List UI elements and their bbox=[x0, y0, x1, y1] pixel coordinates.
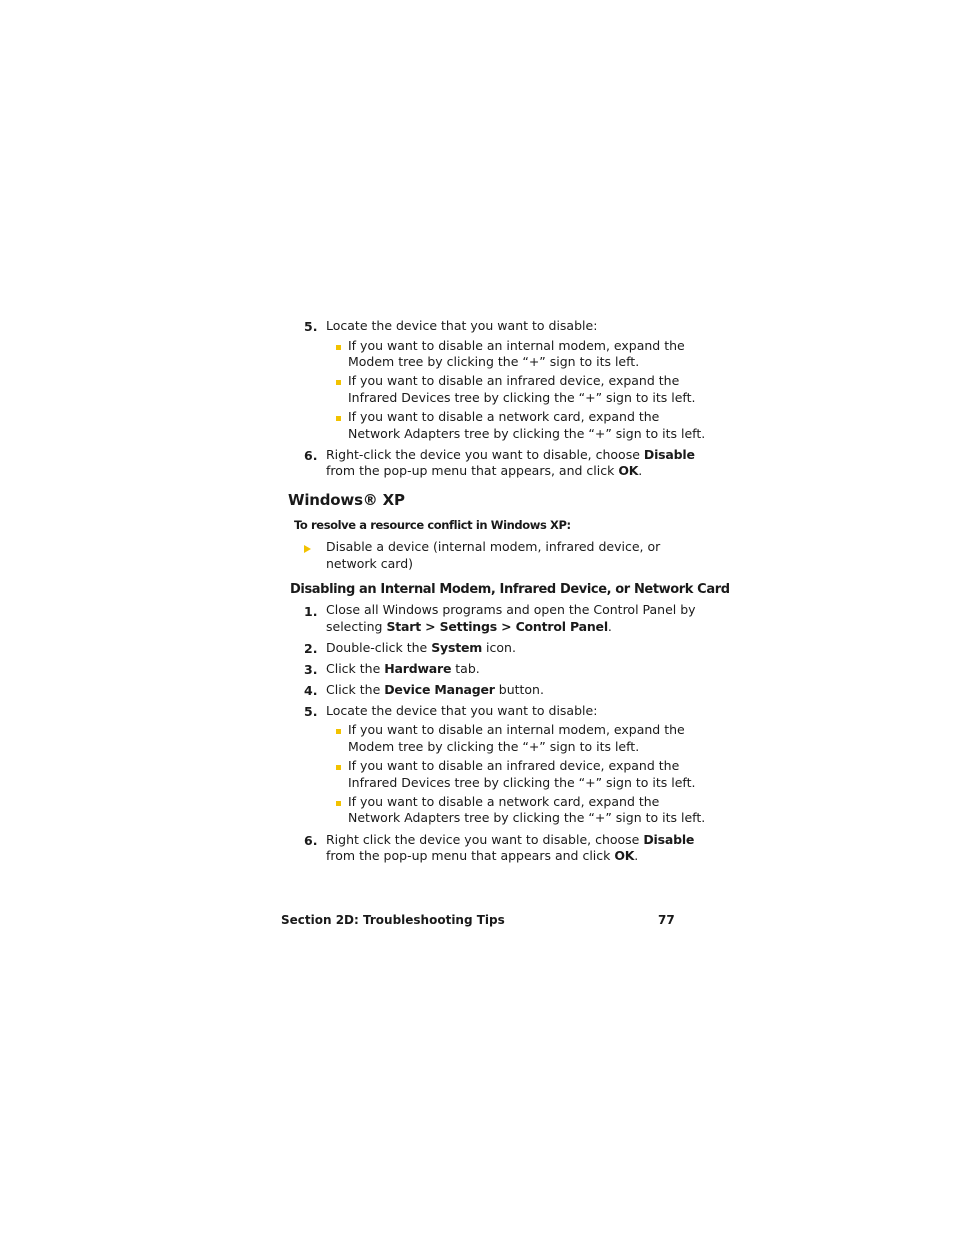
bullet-text: Modem tree by clicking the “+” sign to its left. bbox=[348, 354, 640, 369]
bullet-text: If you want to disable an infrared device, expand the bbox=[348, 758, 680, 773]
bullet-text: If you want to disable an internal modem, expand the bbox=[348, 338, 685, 353]
page-number: 77 bbox=[658, 913, 675, 927]
arrow-item-text: Disable a device (internal modem, infrared device, or bbox=[326, 539, 661, 554]
step-number: 2. bbox=[304, 641, 318, 656]
bullet-text: Infrared Devices tree by clicking the “+” sign to its left. bbox=[348, 775, 696, 790]
bullet-text: Network Adapters tree by clicking the “+” sign to its left. bbox=[348, 810, 706, 825]
footer-section-title: Section 2D: Troubleshooting Tips bbox=[281, 913, 505, 927]
bullet-text: Network Adapters tree by clicking the “+” sign to its left. bbox=[348, 426, 706, 441]
procedure-heading: To resolve a resource conflict in Windows XP: bbox=[294, 518, 571, 532]
bullet-text: If you want to disable a network card, expand the bbox=[348, 409, 660, 424]
bullet-square-icon bbox=[336, 416, 341, 421]
step-text: Click the Hardware tab. bbox=[326, 661, 480, 676]
step-number: 6. bbox=[304, 833, 318, 848]
step-text: Locate the device that you want to disable: bbox=[326, 703, 598, 718]
step-text: from the pop-up menu that appears, and click OK. bbox=[326, 463, 643, 478]
step-number: 4. bbox=[304, 683, 318, 698]
step-number: 3. bbox=[304, 662, 318, 677]
step-text: selecting Start > Settings > Control Panel. bbox=[326, 619, 612, 634]
bullet-square-icon bbox=[336, 801, 341, 806]
step-text: Right-click the device you want to disable, choose Disable bbox=[326, 447, 695, 462]
subsection-heading: Disabling an Internal Modem, Infrared Device, or Network Card bbox=[290, 582, 730, 597]
bullet-text: Modem tree by clicking the “+” sign to its left. bbox=[348, 739, 640, 754]
bullet-text: If you want to disable an internal modem, expand the bbox=[348, 722, 685, 737]
step-text: Double-click the System icon. bbox=[326, 640, 516, 655]
bullet-square-icon bbox=[336, 729, 341, 734]
step-text: Click the Device Manager button. bbox=[326, 682, 544, 697]
arrow-item-text: network card) bbox=[326, 556, 413, 571]
step-text: from the pop-up menu that appears and click OK. bbox=[326, 848, 639, 863]
arrow-bullet-icon bbox=[304, 545, 311, 553]
step-number: 6. bbox=[304, 448, 318, 463]
bullet-text: Infrared Devices tree by clicking the “+” sign to its left. bbox=[348, 390, 696, 405]
bullet-text: If you want to disable a network card, expand the bbox=[348, 794, 660, 809]
step-text: Right click the device you want to disable, choose Disable bbox=[326, 832, 695, 847]
bullet-square-icon bbox=[336, 345, 341, 350]
step-number: 5. bbox=[304, 319, 318, 334]
bullet-text: If you want to disable an infrared device, expand the bbox=[348, 373, 680, 388]
bullet-square-icon bbox=[336, 380, 341, 385]
step-number: 5. bbox=[304, 704, 318, 719]
section-heading: Windows® XP bbox=[288, 491, 405, 509]
step-number: 1. bbox=[304, 604, 318, 619]
bullet-square-icon bbox=[336, 765, 341, 770]
step-text: Locate the device that you want to disable: bbox=[326, 318, 598, 333]
step-text: Close all Windows programs and open the Control Panel by bbox=[326, 602, 696, 617]
